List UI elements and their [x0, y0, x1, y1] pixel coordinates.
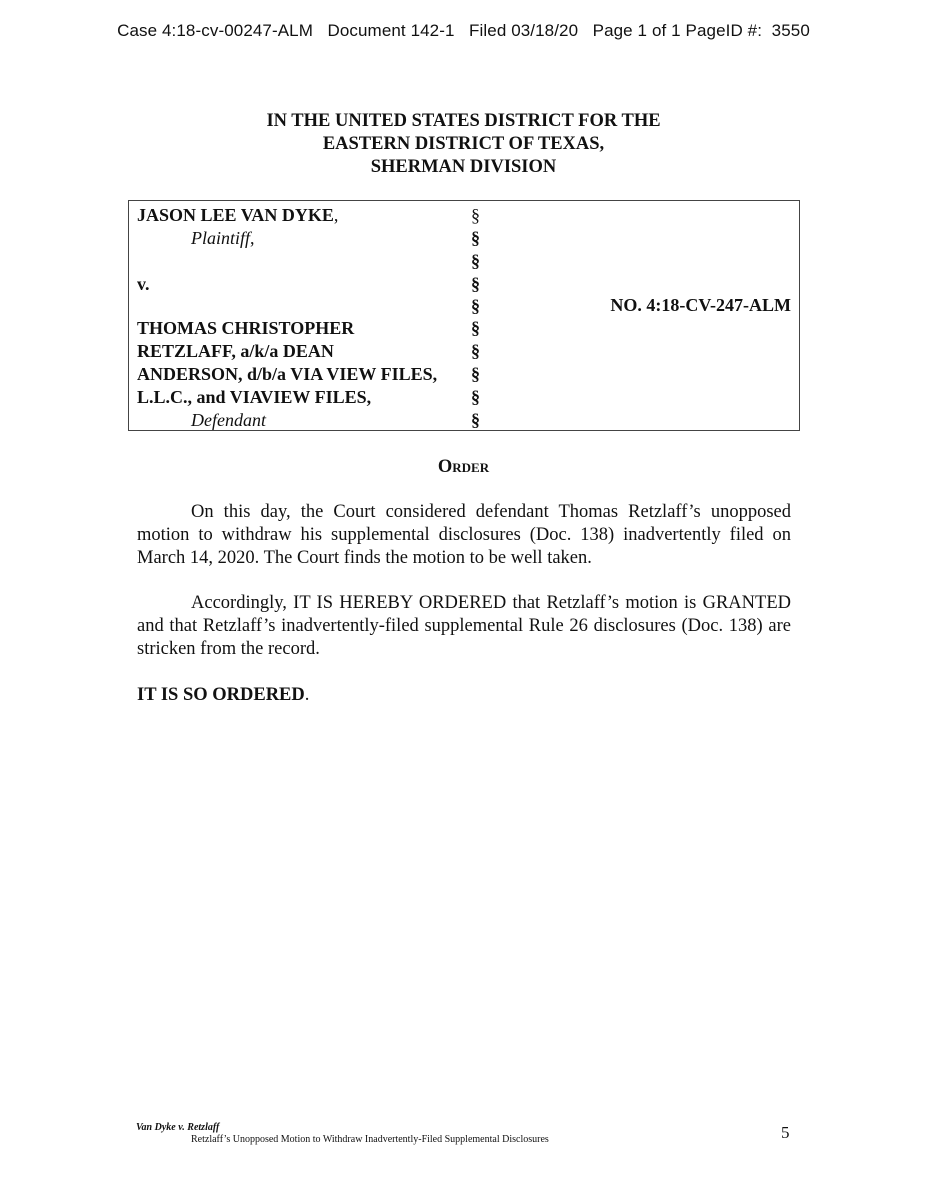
so-ordered-period: . — [304, 685, 310, 705]
section-mark: § — [471, 364, 480, 384]
defendant-line-4: L.L.C., and VIAVIEW FILES, — [137, 387, 372, 407]
defendant-line-2: RETZLAFF, a/k/a DEAN — [137, 341, 334, 361]
plaintiff-line — [137, 204, 338, 226]
page-number: 5 — [781, 1123, 790, 1142]
plaintiff-comma: , — [333, 205, 339, 225]
section-mark: § — [471, 296, 480, 316]
order-paragraph-2: Accordingly, IT IS HEREBY ORDERED that Retzlaff’s motion is GRANTED and that Retzlaff’s inadvertently-filed supplemental Rule 26 disclosures (Doc. 138) are stricken from the record. — [137, 593, 791, 659]
section-mark: § — [471, 341, 480, 361]
section-mark: § — [471, 228, 480, 248]
case-number: NO. 4:18-CV-247-ALM — [610, 295, 791, 315]
section-mark: § — [471, 318, 480, 338]
section-mark: § — [471, 410, 480, 430]
footer-document-title: Retzlaff’s Unopposed Motion to Withdraw Inadvertently-Filed Supplemental Disclosures — [191, 1134, 549, 1145]
plaintiff-role-line — [191, 227, 255, 249]
order-paragraph-1: On this day, the Court considered defendant Thomas Retzlaff’s unopposed motion to withdraw his supplemental disclosures (Doc. 138) inadvertently filed on March 14, 2020. The Court finds the motion to be well taken. — [137, 502, 791, 568]
section-mark: § — [471, 387, 480, 407]
so-ordered-text: IT IS SO ORDERED — [137, 685, 305, 705]
section-mark: § — [471, 251, 480, 271]
defendant-line-1: THOMAS CHRISTOPHER — [137, 318, 355, 338]
order-title: Order — [437, 457, 490, 477]
court-heading-line-2: EASTERN DISTRICT OF TEXAS, — [322, 134, 605, 154]
plaintiff-role: Plaintiff — [191, 228, 251, 248]
ecf-filing-header: Case 4:18-cv-00247-ALM Document 142-1 Filed 03/18/20 Page 1 of 1 PageID #: 3550 — [117, 21, 810, 40]
court-heading — [0, 110, 927, 179]
plaintiff-role-comma: , — [250, 228, 255, 248]
court-heading-line-3: SHERMAN DIVISION — [370, 157, 557, 177]
case-caption-box — [128, 200, 800, 431]
defendant-line-3: ANDERSON, d/b/a VIA VIEW FILES, — [137, 364, 438, 384]
versus: v. — [137, 274, 150, 294]
defendant-role: Defendant — [191, 410, 266, 430]
plaintiff-name: JASON LEE VAN DYKE — [137, 205, 334, 225]
footer-short-caption: Van Dyke v. Retzlaff — [136, 1122, 220, 1133]
so-ordered-line — [137, 684, 309, 707]
court-heading-line-1: IN THE UNITED STATES DISTRICT FOR THE — [266, 111, 661, 131]
section-mark: § — [471, 205, 480, 225]
section-mark: § — [471, 274, 480, 294]
